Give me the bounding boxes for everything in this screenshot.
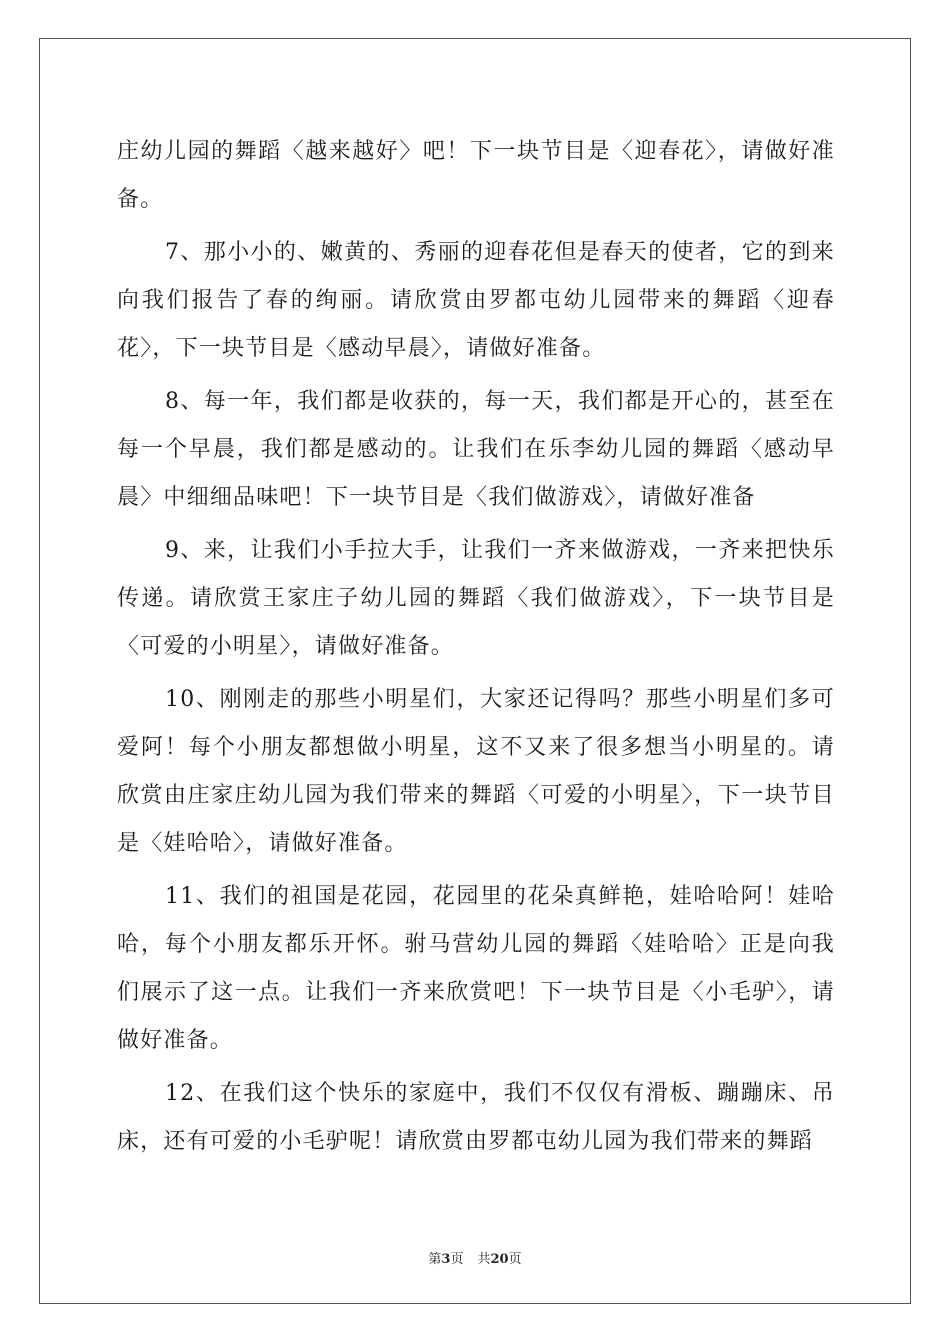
page-prefix: 第	[428, 1252, 442, 1267]
paragraph-7: 7、那小小的、嫩黄的、秀丽的迎春花但是春天的使者，它的到来向我们报告了春的绚丽。请欣赏由罗都屯幼儿园带来的舞蹈〈迎春花〉，下一块节目是〈感动早晨〉，请做好准备。	[117, 240, 835, 361]
total-suffix: 页	[508, 1252, 522, 1267]
document-body	[117, 128, 835, 1171]
paragraph-continued: 庄幼儿园的舞蹈〈越来越好〉吧！下一块节目是〈迎春花〉，请做好准备。	[117, 139, 835, 212]
paragraph-11: 11、我们的祖国是花园，花园里的花朵真鲜艳，娃哈哈阿！娃哈哈，每个小朋友都乐开怀。驸马营幼儿园的舞蹈〈娃哈哈〉正是向我们展示了这一点。让我们一齐来欣赏吧！下一块节目是〈小毛驴〉，请做好准备。	[117, 884, 835, 1053]
paragraph-10: 10、刚刚走的那些小明星们，大家还记得吗？那些小明星们多可爱阿！每个小朋友都想做小明星，这不又来了很多想当小明星的。请欣赏由庄家庄幼儿园为我们带来的舞蹈〈可爱的小明星〉，下一块节目是〈娃哈哈〉，请做好准备。	[117, 687, 835, 856]
paragraph-12: 12、在我们这个快乐的家庭中，我们不仅仅有滑板、蹦蹦床、吊床，还有可爱的小毛驴呢！请欣赏由罗都屯幼儿园为我们带来的舞蹈	[117, 1081, 835, 1154]
paragraph-9: 9、来，让我们小手拉大手，让我们一齐来做游戏，一齐来把快乐传递。请欣赏王家庄子幼儿园的舞蹈〈我们做游戏〉，下一块节目是〈可爱的小明星〉，请做好准备。	[117, 538, 835, 659]
page-footer	[0, 1248, 950, 1267]
total-prefix: 共	[477, 1252, 491, 1267]
total-pages: 20	[490, 1252, 509, 1267]
paragraph-8: 8、每一年，我们都是收获的，每一天，我们都是开心的，甚至在每一个早晨，我们都是感动的。让我们在乐李幼儿园的舞蹈〈感动早晨〉中细细品味吧！下一块节目是〈我们做游戏〉，请做好准备	[117, 389, 835, 510]
page-number: 3	[441, 1252, 451, 1267]
page-suffix: 页	[450, 1252, 464, 1267]
